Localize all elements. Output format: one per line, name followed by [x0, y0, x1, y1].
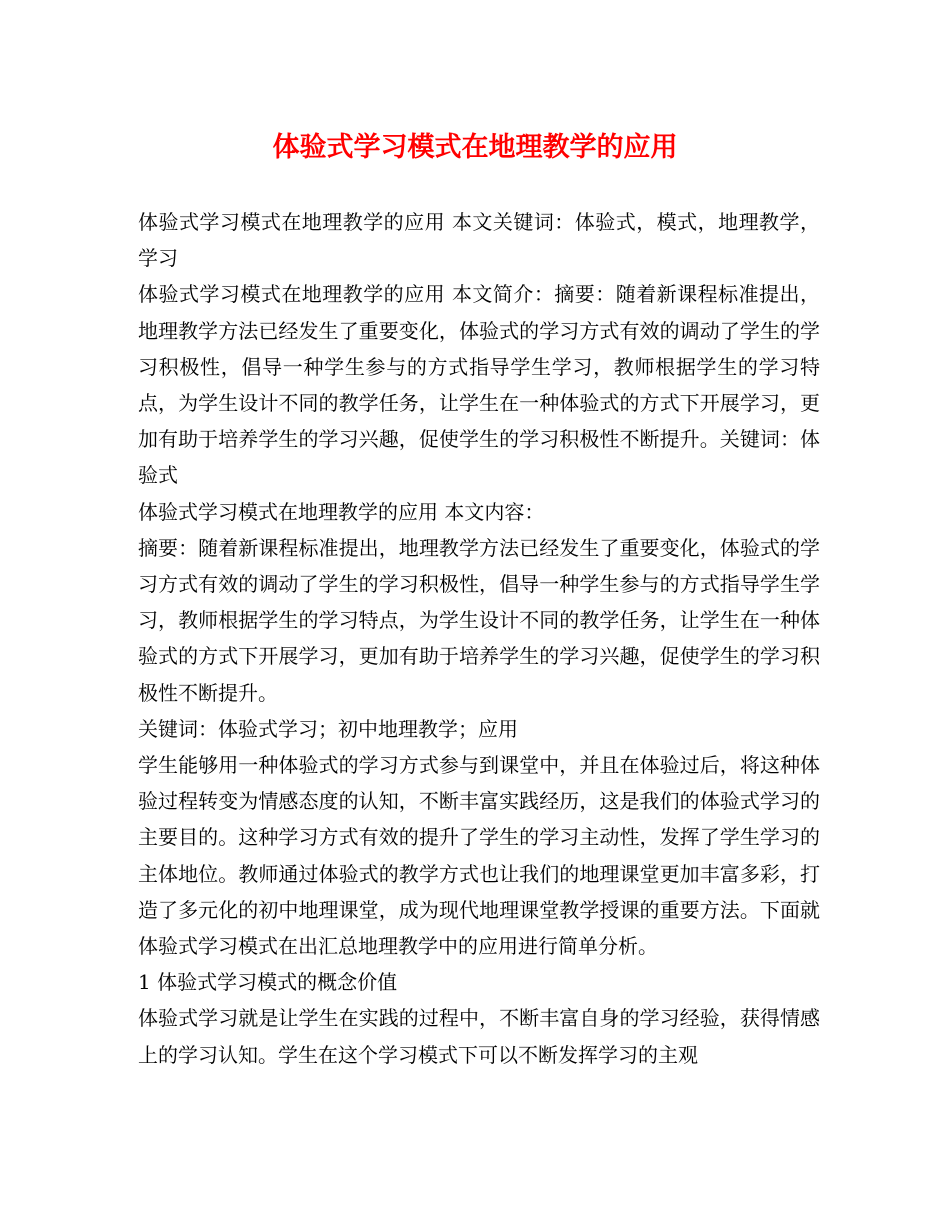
intro-paragraph: 学生能够用一种体验式的学习方式参与到课堂中，并且在体验过后，将这种体验过程转变为情感态度的认知，不断丰富实践经历，这是我们的体验式学习的主要目的。这种学习方式有效的提升了学生的学习主动性，发挥了学生学习的主体地位。教师通过体验式的教学方式也让我们的地理课堂更加丰富多彩，打造了多元化的初中地理课堂，成为现代地理课堂教学授课的重要方法。下面就体验式学习模式在出汇总地理教学中的应用进行简单分析。	[138, 753, 820, 959]
content-heading: 体验式学习模式在地理教学的应用 本文内容：	[138, 499, 545, 524]
section-heading-1: 1 体验式学习模式的概念价值	[138, 970, 398, 995]
document-title: 体验式学习模式在地理教学的应用	[272, 132, 678, 163]
keywords-paragraph: 体验式学习模式在地理教学的应用 本文关键词：体验式，模式，地理教学，学习	[138, 210, 820, 271]
document-body	[138, 204, 820, 1073]
summary-paragraph: 体验式学习模式在地理教学的应用 本文简介：摘要：随着新课程标准提出，地理教学方法已经发生了重要变化，体验式的学习方式有效的调动了学生的学习积极性，倡导一种学生参与的方式指导学生学习，教师根据学生的学习特点，为学生设计不同的教学任务，让学生在一种体验式的方式下开展学习，更加有助于培养学生的学习兴趣，促使学生的学习积极性不断提升。关键词：体验式	[138, 282, 820, 488]
abstract-paragraph: 摘要：随着新课程标准提出，地理教学方法已经发生了重要变化，体验式的学习方式有效的调动了学生的学习积极性，倡导一种学生参与的方式指导学生学习，教师根据学生的学习特点，为学生设计不同的教学任务，让学生在一种体验式的方式下开展学习，更加有助于培养学生的学习兴趣，促使学生的学习积极性不断提升。	[138, 535, 820, 705]
section-1-paragraph: 体验式学习就是让学生在实践的过程中，不断丰富自身的学习经验，获得情感上的学习认知。学生在这个学习模式下可以不断发挥学习的主观	[138, 1006, 820, 1067]
article-keywords: 关键词：体验式学习；初中地理教学；应用	[138, 716, 518, 741]
